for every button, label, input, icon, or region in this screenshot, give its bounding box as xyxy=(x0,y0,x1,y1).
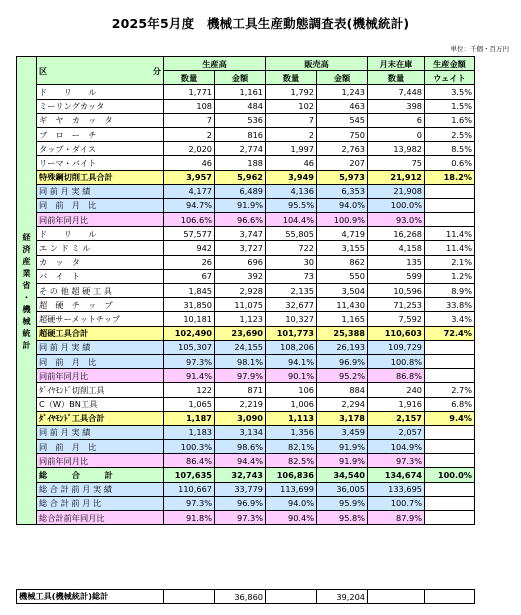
cell-zaiko-suryo: 398 xyxy=(368,99,425,113)
cell-zaiko-suryo: 93.0% xyxy=(368,213,425,227)
cell-hanbai-kingaku: 3,155 xyxy=(317,241,368,255)
cell-zaiko-suryo: 71,253 xyxy=(368,298,425,312)
table-row xyxy=(17,184,475,198)
cell-hanbai-kingaku: 34,540 xyxy=(317,468,368,482)
row-label: リーマ・バイト xyxy=(37,156,164,170)
cell-weight: 2.5% xyxy=(425,127,475,141)
cell-hanbai-kingaku: 5,973 xyxy=(317,170,368,184)
table-row xyxy=(17,425,475,439)
header-kingaku: 金額 xyxy=(215,71,266,85)
row-label: 総合計前年同月比 xyxy=(37,511,164,525)
row-label: 超 硬 チ ッ プ xyxy=(37,298,164,312)
table-row xyxy=(17,482,475,496)
cell-seisan-suryo: 1,771 xyxy=(164,85,215,99)
cell-hanbai-suryo: 4,136 xyxy=(266,184,317,198)
cell-seisan-kingaku: 188 xyxy=(215,156,266,170)
cell-hanbai-suryo: 2 xyxy=(266,127,317,141)
cell-weight: 11.4% xyxy=(425,227,475,241)
cell-seisan-suryo: 91.4% xyxy=(164,369,215,383)
cell-hanbai-suryo: 1,792 xyxy=(266,85,317,99)
row-label: ド リ ル xyxy=(37,227,164,241)
row-label: ギ ヤ カ ッ タ xyxy=(37,113,164,127)
cell-hanbai-kingaku: 6,353 xyxy=(317,184,368,198)
cell-weight: 18.2% xyxy=(425,170,475,184)
cell-seisan-kingaku: 97.9% xyxy=(215,369,266,383)
cell-weight: 9.4% xyxy=(425,411,475,425)
cell-weight xyxy=(425,213,475,227)
cell-zaiko-suryo: 100.8% xyxy=(368,354,425,368)
cell-hanbai-suryo: 722 xyxy=(266,241,317,255)
cell-hanbai-suryo: 108,206 xyxy=(266,340,317,354)
cell-weight: 6.8% xyxy=(425,397,475,411)
row-label: 同 前 月 実 績 xyxy=(37,340,164,354)
footer-label: 機械工具(機械統計)総計 xyxy=(17,590,164,604)
cell-seisan-suryo: 26 xyxy=(164,255,215,269)
cell-seisan-kingaku: 3,134 xyxy=(215,425,266,439)
cell-hanbai-kingaku: 207 xyxy=(317,156,368,170)
table-row xyxy=(17,383,475,397)
cell-hanbai-suryo: 1,997 xyxy=(266,142,317,156)
cell-weight: 1.2% xyxy=(425,269,475,283)
row-label: 総 合 計 xyxy=(37,468,164,482)
cell-seisan-suryo: 105,307 xyxy=(164,340,215,354)
footer-seisan-kingaku: 36,860 xyxy=(215,590,266,604)
cell-zaiko-suryo: 134,674 xyxy=(368,468,425,482)
table-row xyxy=(17,411,475,425)
cell-seisan-suryo: 1,187 xyxy=(164,411,215,425)
cell-hanbai-suryo: 10,327 xyxy=(266,312,317,326)
footer-empty xyxy=(368,590,425,604)
cell-seisan-suryo: 2,020 xyxy=(164,142,215,156)
cell-hanbai-kingaku: 4,719 xyxy=(317,227,368,241)
table-row xyxy=(17,99,475,113)
cell-zaiko-suryo: 6 xyxy=(368,113,425,127)
table-row xyxy=(17,354,475,368)
cell-seisan-suryo: 108 xyxy=(164,99,215,113)
footer-empty xyxy=(164,590,215,604)
cell-seisan-kingaku: 392 xyxy=(215,269,266,283)
cell-hanbai-suryo: 90.1% xyxy=(266,369,317,383)
unit-note: 単位：千個・百万円 xyxy=(450,45,509,53)
row-label: 同 前 月 比 xyxy=(37,354,164,368)
cell-weight xyxy=(425,454,475,468)
cell-hanbai-suryo: 102 xyxy=(266,99,317,113)
cell-hanbai-kingaku: 95.8% xyxy=(317,511,368,525)
cell-hanbai-kingaku: 95.9% xyxy=(317,496,368,510)
footer-table xyxy=(16,589,475,604)
table-row xyxy=(17,85,475,99)
cell-hanbai-kingaku: 884 xyxy=(317,383,368,397)
header-kingaku: 金額 xyxy=(317,71,368,85)
table-row xyxy=(17,298,475,312)
row-label: ﾀﾞｲﾔﾓﾝﾄﾞ切削工具 xyxy=(37,383,164,397)
cell-seisan-suryo: 97.3% xyxy=(164,354,215,368)
kubun-right: 分 xyxy=(152,65,161,76)
cell-hanbai-kingaku: 1,165 xyxy=(317,312,368,326)
cell-hanbai-suryo: 7 xyxy=(266,113,317,127)
row-label: 総 合 計 前 月 比 xyxy=(37,496,164,510)
cell-hanbai-suryo: 106 xyxy=(266,383,317,397)
cell-zaiko-suryo: 13,982 xyxy=(368,142,425,156)
cell-seisan-kingaku: 2,774 xyxy=(215,142,266,156)
cell-seisan-suryo: 97.3% xyxy=(164,496,215,510)
footer-empty xyxy=(266,590,317,604)
cell-seisan-suryo: 10,181 xyxy=(164,312,215,326)
table-row xyxy=(17,241,475,255)
row-label: 同 前 月 比 xyxy=(37,198,164,212)
cell-seisan-kingaku: 816 xyxy=(215,127,266,141)
table-row xyxy=(17,170,475,184)
cell-zaiko-suryo: 2,157 xyxy=(368,411,425,425)
cell-weight: 3.4% xyxy=(425,312,475,326)
row-label: 同前年同月比 xyxy=(37,454,164,468)
cell-zaiko-suryo: 75 xyxy=(368,156,425,170)
cell-hanbai-kingaku: 2,763 xyxy=(317,142,368,156)
cell-hanbai-suryo: 95.5% xyxy=(266,198,317,212)
table-row xyxy=(17,227,475,241)
cell-seisan-kingaku: 5,962 xyxy=(215,170,266,184)
cell-hanbai-suryo: 3,949 xyxy=(266,170,317,184)
header-zaiko: 月末在庫 xyxy=(368,57,425,71)
cell-hanbai-suryo: 32,677 xyxy=(266,298,317,312)
cell-seisan-kingaku: 32,743 xyxy=(215,468,266,482)
cell-hanbai-suryo: 73 xyxy=(266,269,317,283)
cell-seisan-suryo: 942 xyxy=(164,241,215,255)
cell-hanbai-suryo: 30 xyxy=(266,255,317,269)
cell-weight: 2.1% xyxy=(425,255,475,269)
header-weight-bottom: ウェイト xyxy=(425,71,475,85)
kubun-header xyxy=(37,57,164,85)
row-label: 同 前 月 実 績 xyxy=(37,184,164,198)
row-label: ﾀﾞｲﾔﾓﾝﾄﾞ工具合計 xyxy=(37,411,164,425)
cell-hanbai-suryo: 2,135 xyxy=(266,284,317,298)
table-row xyxy=(17,440,475,454)
row-label: 同 前 月 比 xyxy=(37,440,164,454)
cell-seisan-kingaku: 3,727 xyxy=(215,241,266,255)
side-label xyxy=(17,57,37,525)
cell-zaiko-suryo: 4,158 xyxy=(368,241,425,255)
cell-seisan-kingaku: 6,489 xyxy=(215,184,266,198)
cell-seisan-suryo: 1,065 xyxy=(164,397,215,411)
row-label: 同 前 月 実 績 xyxy=(37,425,164,439)
cell-hanbai-suryo: 55,805 xyxy=(266,227,317,241)
cell-seisan-suryo: 3,957 xyxy=(164,170,215,184)
row-label: 超硬サーメットチップ xyxy=(37,312,164,326)
cell-seisan-kingaku: 2,928 xyxy=(215,284,266,298)
table-row xyxy=(17,269,475,283)
cell-hanbai-suryo: 1,356 xyxy=(266,425,317,439)
table-row xyxy=(17,468,475,482)
row-label: 同前年同月比 xyxy=(37,213,164,227)
cell-zaiko-suryo: 21,908 xyxy=(368,184,425,198)
cell-weight: 33.8% xyxy=(425,298,475,312)
cell-seisan-suryo: 2 xyxy=(164,127,215,141)
cell-seisan-suryo: 122 xyxy=(164,383,215,397)
cell-seisan-suryo: 91.8% xyxy=(164,511,215,525)
header-suryo: 数量 xyxy=(266,71,317,85)
cell-hanbai-kingaku: 25,388 xyxy=(317,326,368,340)
cell-weight: 0.6% xyxy=(425,156,475,170)
table-row xyxy=(17,454,475,468)
row-label: エ ン ド ミ ル xyxy=(37,241,164,255)
cell-weight xyxy=(425,369,475,383)
cell-seisan-kingaku: 871 xyxy=(215,383,266,397)
cell-weight: 11.4% xyxy=(425,241,475,255)
cell-hanbai-kingaku: 3,178 xyxy=(317,411,368,425)
cell-hanbai-suryo: 104.4% xyxy=(266,213,317,227)
cell-weight: 1.6% xyxy=(425,113,475,127)
cell-zaiko-suryo: 109,729 xyxy=(368,340,425,354)
row-label: 特殊鋼切削工具合計 xyxy=(37,170,164,184)
footer-hanbai-kingaku: 39,204 xyxy=(317,590,368,604)
side-label-text: 経 済 産 業 省 ・ 機 械 統 計 xyxy=(22,231,31,350)
cell-weight xyxy=(425,496,475,510)
cell-weight: 8.5% xyxy=(425,142,475,156)
cell-seisan-kingaku: 96.9% xyxy=(215,496,266,510)
cell-weight xyxy=(425,425,475,439)
cell-hanbai-suryo: 101,773 xyxy=(266,326,317,340)
cell-hanbai-suryo: 94.0% xyxy=(266,496,317,510)
cell-zaiko-suryo: 7,592 xyxy=(368,312,425,326)
cell-hanbai-kingaku: 95.2% xyxy=(317,369,368,383)
row-label: ド リ ル xyxy=(37,85,164,99)
cell-weight xyxy=(425,198,475,212)
cell-seisan-kingaku: 96.6% xyxy=(215,213,266,227)
table-row xyxy=(17,312,475,326)
cell-seisan-suryo: 57,577 xyxy=(164,227,215,241)
row-label: そ の 他 超 硬 工 具 xyxy=(37,284,164,298)
cell-seisan-kingaku: 696 xyxy=(215,255,266,269)
cell-hanbai-kingaku: 26,193 xyxy=(317,340,368,354)
cell-hanbai-kingaku: 3,459 xyxy=(317,425,368,439)
page-title: 2025年5月度 機械工具生産動態調査表(機械統計) xyxy=(111,16,410,31)
table-row xyxy=(17,326,475,340)
footer-row xyxy=(17,590,475,604)
cell-weight: 72.4% xyxy=(425,326,475,340)
cell-zaiko-suryo: 133,695 xyxy=(368,482,425,496)
cell-seisan-kingaku: 484 xyxy=(215,99,266,113)
cell-hanbai-suryo: 82.1% xyxy=(266,440,317,454)
cell-weight: 3.5% xyxy=(425,85,475,99)
cell-weight: 1.5% xyxy=(425,99,475,113)
row-label: ブ ロ ー チ xyxy=(37,127,164,141)
cell-seisan-suryo: 94.7% xyxy=(164,198,215,212)
header-suryo: 数量 xyxy=(368,71,425,85)
cell-hanbai-suryo: 94.1% xyxy=(266,354,317,368)
cell-seisan-kingaku: 91.9% xyxy=(215,198,266,212)
cell-seisan-kingaku: 2,219 xyxy=(215,397,266,411)
cell-zaiko-suryo: 87.9% xyxy=(368,511,425,525)
row-label: ミーリングカッタ xyxy=(37,99,164,113)
cell-seisan-kingaku: 98.6% xyxy=(215,440,266,454)
cell-seisan-kingaku: 97.3% xyxy=(215,511,266,525)
cell-zaiko-suryo: 100.7% xyxy=(368,496,425,510)
cell-weight: 8.9% xyxy=(425,284,475,298)
cell-hanbai-kingaku: 11,430 xyxy=(317,298,368,312)
cell-seisan-suryo: 100.3% xyxy=(164,440,215,454)
cell-hanbai-kingaku: 463 xyxy=(317,99,368,113)
cell-weight xyxy=(425,354,475,368)
cell-zaiko-suryo: 10,596 xyxy=(368,284,425,298)
cell-hanbai-kingaku: 862 xyxy=(317,255,368,269)
cell-hanbai-kingaku: 36,005 xyxy=(317,482,368,496)
cell-hanbai-suryo: 113,699 xyxy=(266,482,317,496)
cell-seisan-kingaku: 33,779 xyxy=(215,482,266,496)
cell-hanbai-kingaku: 750 xyxy=(317,127,368,141)
cell-zaiko-suryo: 110,603 xyxy=(368,326,425,340)
cell-hanbai-suryo: 46 xyxy=(266,156,317,170)
cell-weight xyxy=(425,482,475,496)
cell-zaiko-suryo: 7,448 xyxy=(368,85,425,99)
cell-zaiko-suryo: 16,268 xyxy=(368,227,425,241)
cell-seisan-kingaku: 3,090 xyxy=(215,411,266,425)
cell-zaiko-suryo: 21,912 xyxy=(368,170,425,184)
cell-hanbai-kingaku: 91.9% xyxy=(317,440,368,454)
cell-hanbai-suryo: 1,113 xyxy=(266,411,317,425)
cell-hanbai-kingaku: 1,243 xyxy=(317,85,368,99)
table-row xyxy=(17,127,475,141)
cell-hanbai-kingaku: 3,504 xyxy=(317,284,368,298)
row-label: C（W）BN工具 xyxy=(37,397,164,411)
table-row xyxy=(17,142,475,156)
cell-weight xyxy=(425,184,475,198)
table-row xyxy=(17,113,475,127)
cell-weight: 100.0% xyxy=(425,468,475,482)
cell-weight xyxy=(425,340,475,354)
row-label: バ イ ト xyxy=(37,269,164,283)
cell-seisan-suryo: 31,850 xyxy=(164,298,215,312)
table-row xyxy=(17,156,475,170)
cell-hanbai-kingaku: 550 xyxy=(317,269,368,283)
cell-seisan-kingaku: 94.4% xyxy=(215,454,266,468)
table-row xyxy=(17,284,475,298)
cell-seisan-suryo: 106.6% xyxy=(164,213,215,227)
cell-seisan-kingaku: 1,161 xyxy=(215,85,266,99)
cell-weight xyxy=(425,440,475,454)
cell-seisan-suryo: 7 xyxy=(164,113,215,127)
cell-seisan-kingaku: 11,075 xyxy=(215,298,266,312)
cell-seisan-kingaku: 1,123 xyxy=(215,312,266,326)
cell-seisan-suryo: 102,490 xyxy=(164,326,215,340)
cell-seisan-kingaku: 24,155 xyxy=(215,340,266,354)
row-label: 同前年同月比 xyxy=(37,369,164,383)
cell-zaiko-suryo: 599 xyxy=(368,269,425,283)
row-label: タップ・ダイス xyxy=(37,142,164,156)
header-weight-top: 生産金額 xyxy=(425,57,475,71)
table-row xyxy=(17,255,475,269)
table-row xyxy=(17,397,475,411)
table-row xyxy=(17,340,475,354)
cell-hanbai-kingaku: 96.9% xyxy=(317,354,368,368)
footer-empty xyxy=(425,590,475,604)
cell-hanbai-suryo: 82.5% xyxy=(266,454,317,468)
cell-seisan-suryo: 1,845 xyxy=(164,284,215,298)
cell-seisan-suryo: 107,635 xyxy=(164,468,215,482)
cell-hanbai-suryo: 1,006 xyxy=(266,397,317,411)
cell-seisan-suryo: 67 xyxy=(164,269,215,283)
cell-zaiko-suryo: 86.8% xyxy=(368,369,425,383)
header-hanbai: 販売高 xyxy=(266,57,368,71)
cell-hanbai-kingaku: 100.9% xyxy=(317,213,368,227)
cell-zaiko-suryo: 97.3% xyxy=(368,454,425,468)
kubun-left: 区 xyxy=(39,65,48,76)
cell-zaiko-suryo: 100.0% xyxy=(368,198,425,212)
table-row xyxy=(17,511,475,525)
cell-seisan-suryo: 1,183 xyxy=(164,425,215,439)
statistics-table xyxy=(16,56,475,525)
row-label: 超硬工具合計 xyxy=(37,326,164,340)
cell-seisan-suryo: 4,177 xyxy=(164,184,215,198)
row-label: 総 合 計 前 月 実 績 xyxy=(37,482,164,496)
table-row xyxy=(17,369,475,383)
cell-hanbai-suryo: 106,836 xyxy=(266,468,317,482)
cell-zaiko-suryo: 135 xyxy=(368,255,425,269)
cell-hanbai-kingaku: 545 xyxy=(317,113,368,127)
header-suryo: 数量 xyxy=(164,71,215,85)
cell-hanbai-kingaku: 2,294 xyxy=(317,397,368,411)
cell-seisan-suryo: 110,667 xyxy=(164,482,215,496)
cell-weight xyxy=(425,511,475,525)
cell-zaiko-suryo: 104.9% xyxy=(368,440,425,454)
cell-zaiko-suryo: 240 xyxy=(368,383,425,397)
cell-seisan-kingaku: 536 xyxy=(215,113,266,127)
cell-seisan-suryo: 46 xyxy=(164,156,215,170)
cell-seisan-kingaku: 3,747 xyxy=(215,227,266,241)
cell-weight: 2.7% xyxy=(425,383,475,397)
header-seisan: 生産高 xyxy=(164,57,266,71)
cell-hanbai-kingaku: 91.9% xyxy=(317,454,368,468)
table-row xyxy=(17,198,475,212)
cell-seisan-kingaku: 23,690 xyxy=(215,326,266,340)
cell-zaiko-suryo: 1,916 xyxy=(368,397,425,411)
cell-zaiko-suryo: 2,057 xyxy=(368,425,425,439)
cell-seisan-kingaku: 98.1% xyxy=(215,354,266,368)
cell-zaiko-suryo: 0 xyxy=(368,127,425,141)
cell-hanbai-suryo: 90.4% xyxy=(266,511,317,525)
cell-hanbai-kingaku: 94.0% xyxy=(317,198,368,212)
row-label: カ ッ タ xyxy=(37,255,164,269)
table-row xyxy=(17,496,475,510)
table-row xyxy=(17,213,475,227)
cell-seisan-suryo: 86.4% xyxy=(164,454,215,468)
